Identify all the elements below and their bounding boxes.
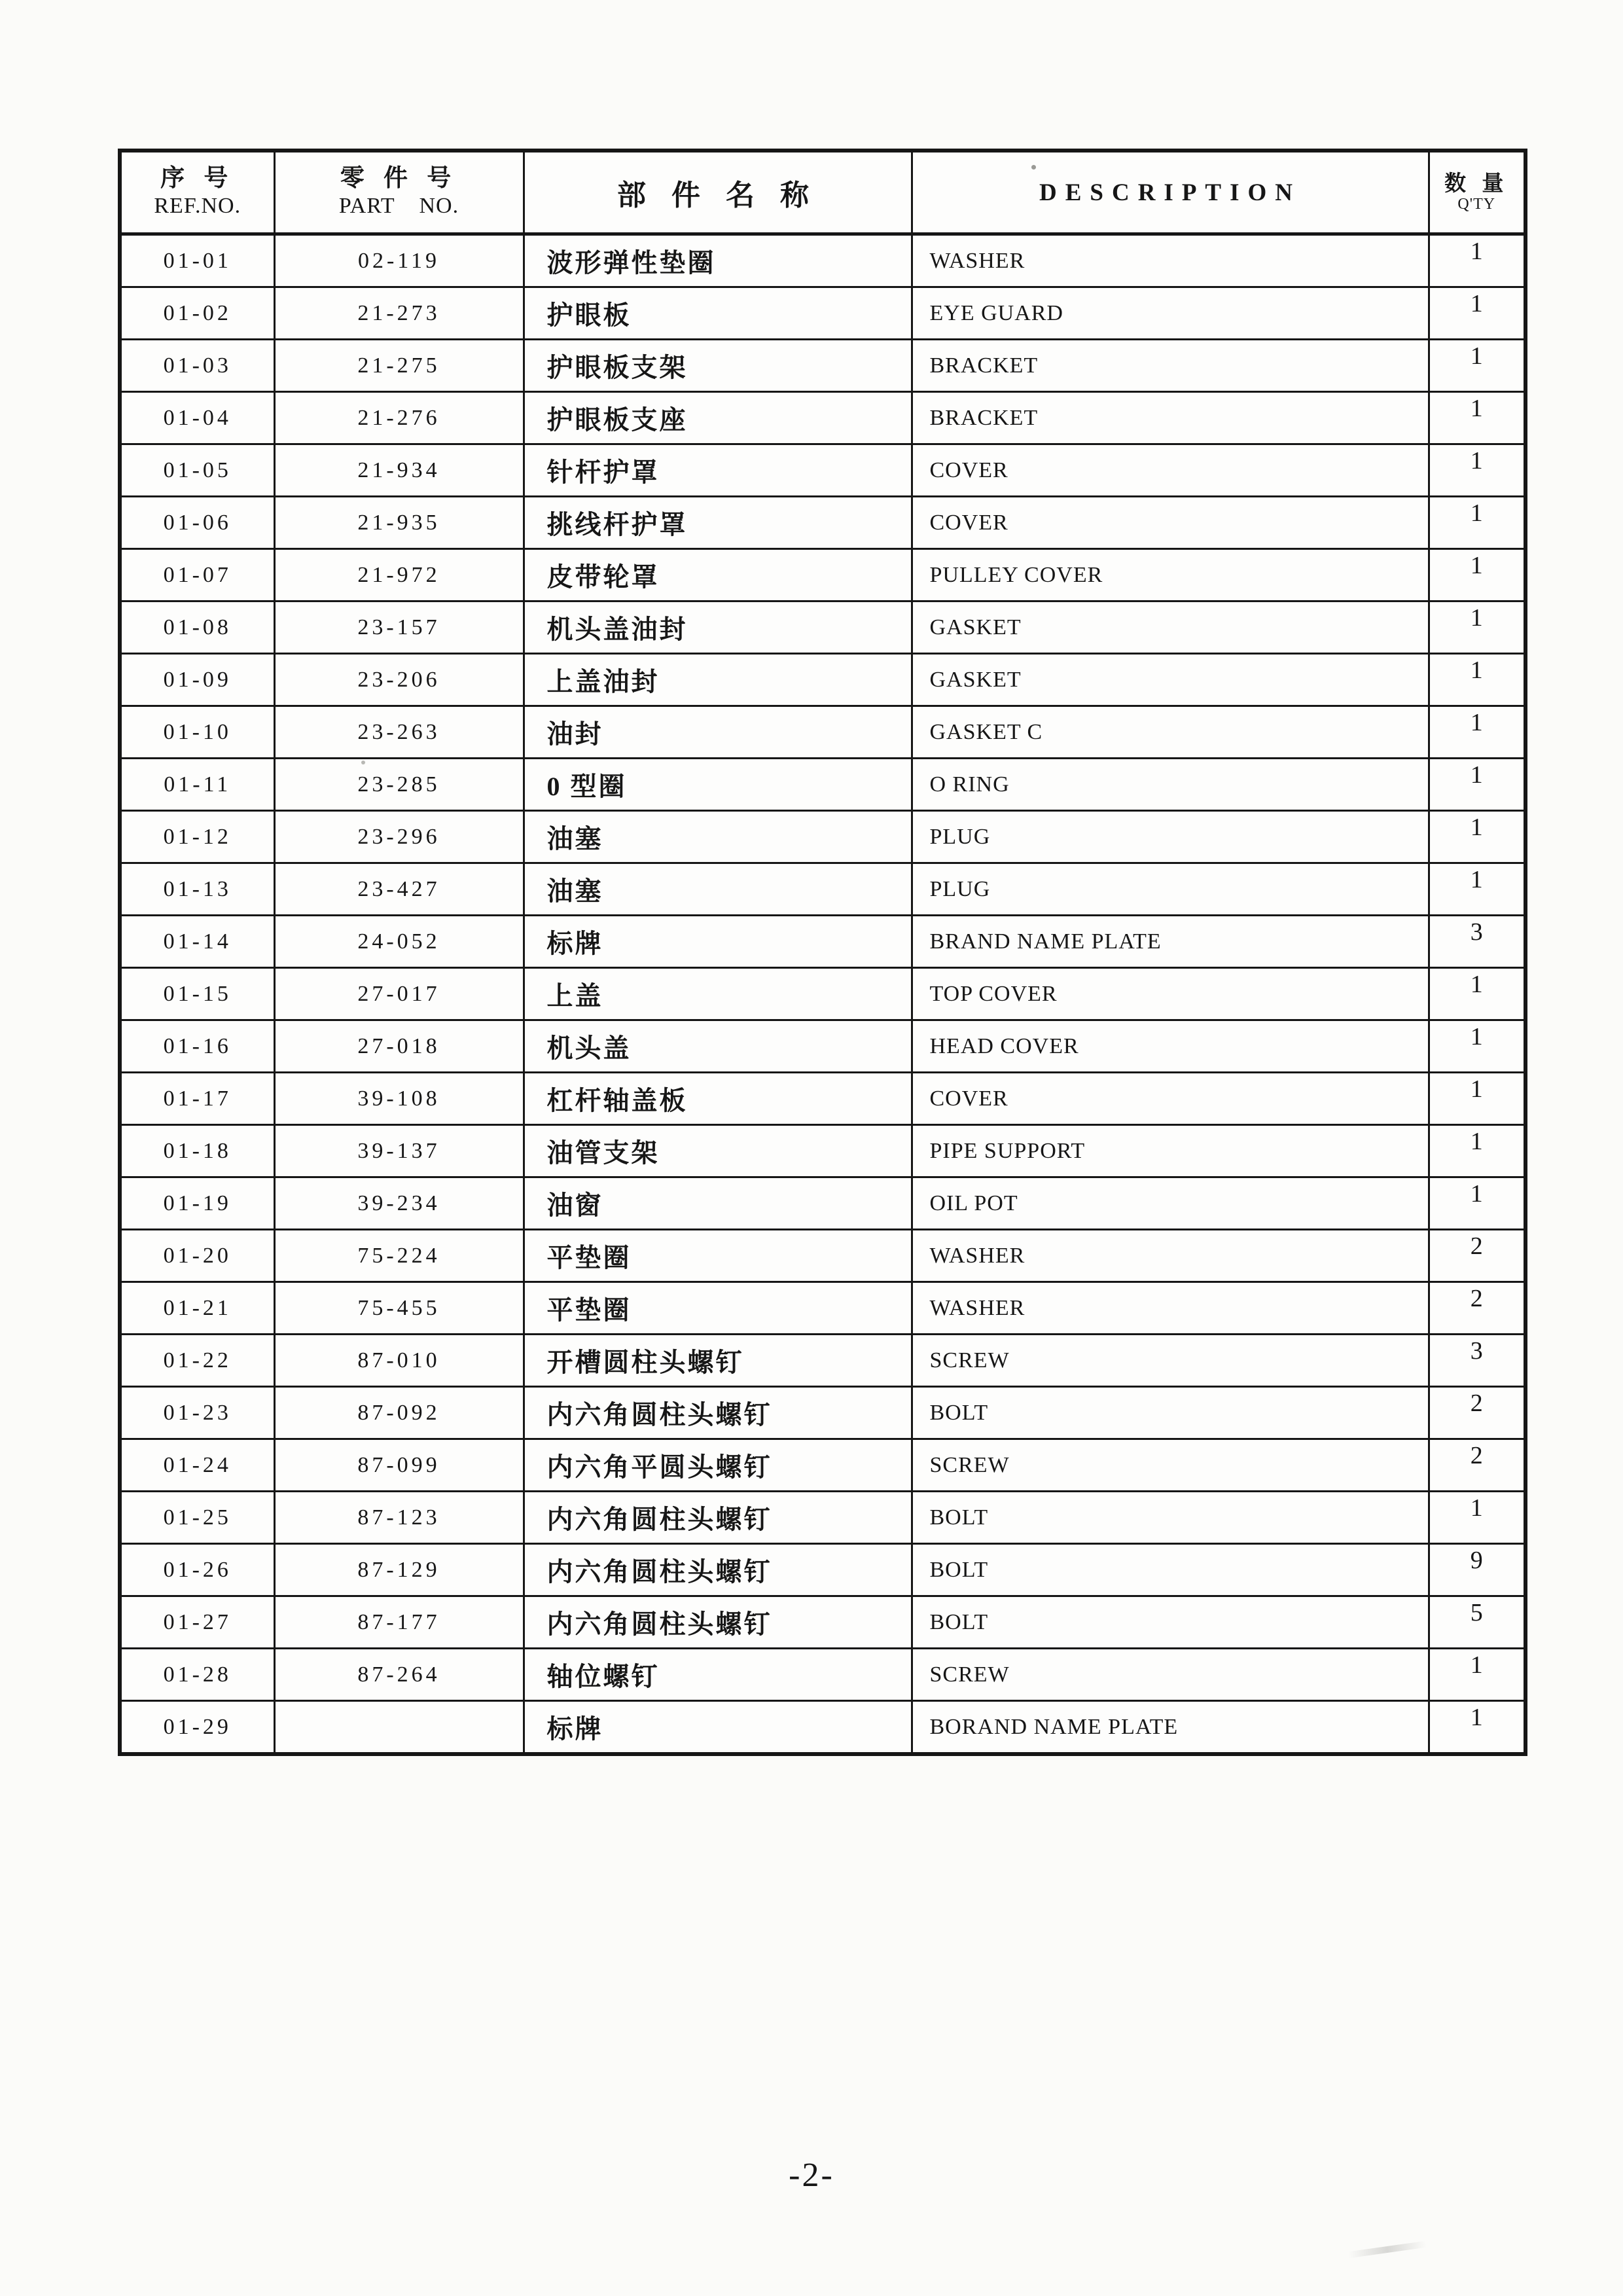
part-name-cell: 0 型圈	[524, 759, 912, 811]
page-number: -2-	[789, 2157, 834, 2194]
table-row	[120, 1282, 1525, 1335]
description-cell: O RING	[912, 759, 1429, 811]
part-no-cell: 39-234	[274, 1177, 524, 1230]
header-part-no-cn: 零 件 号	[340, 165, 458, 192]
qty-cell: 1	[1429, 497, 1525, 549]
ref-no-cell: 01-11	[120, 759, 274, 811]
ref-no-cell: 01-23	[120, 1387, 274, 1439]
ref-no-cell: 01-26	[120, 1544, 274, 1596]
table-row	[120, 601, 1525, 654]
header-qty-cn: 数 量	[1444, 171, 1509, 196]
ref-no-cell: 01-13	[120, 863, 274, 916]
part-name-cell: 油塞	[524, 863, 912, 916]
header-ref-no-en: REF.NO.	[154, 193, 241, 218]
scan-speck	[361, 761, 365, 764]
table-row	[120, 1649, 1525, 1701]
qty-cell: 2	[1429, 1282, 1525, 1335]
part-name-cell: 上盖	[524, 968, 912, 1020]
part-name-cell: 平垫圈	[524, 1282, 912, 1335]
qty-cell: 1	[1429, 654, 1525, 706]
table-row	[120, 1073, 1525, 1125]
description-cell: GASKET	[912, 654, 1429, 706]
part-no-cell: 23-206	[274, 654, 524, 706]
part-name-cell: 油管支架	[524, 1125, 912, 1177]
header-ref-no-cn: 序 号	[160, 165, 235, 192]
qty-cell: 2	[1429, 1387, 1525, 1439]
qty-cell: 1	[1429, 392, 1525, 444]
header-ref-no	[120, 151, 274, 234]
ref-no-cell: 01-18	[120, 1125, 274, 1177]
table-row	[120, 811, 1525, 863]
part-name-cell: 护眼板支座	[524, 392, 912, 444]
table-row	[120, 392, 1525, 444]
header-part-no-en: PART NO.	[338, 193, 459, 218]
part-no-cell: 21-273	[274, 287, 524, 340]
description-cell: BOLT	[912, 1544, 1429, 1596]
description-cell: GASKET	[912, 601, 1429, 654]
description-cell: EYE GUARD	[912, 287, 1429, 340]
header-part-name	[524, 151, 912, 234]
description-cell: WASHER	[912, 234, 1429, 287]
part-no-cell: 21-275	[274, 340, 524, 392]
description-cell: BOLT	[912, 1387, 1429, 1439]
ref-no-cell: 01-28	[120, 1649, 274, 1701]
part-name-cell: 轴位螺钉	[524, 1649, 912, 1701]
part-name-cell: 护眼板支架	[524, 340, 912, 392]
part-no-cell: 23-296	[274, 811, 524, 863]
part-no-cell	[274, 1701, 524, 1755]
part-name-cell: 皮带轮罩	[524, 549, 912, 601]
ref-no-cell: 01-19	[120, 1177, 274, 1230]
ref-no-cell: 01-10	[120, 706, 274, 759]
description-cell: BRACKET	[912, 392, 1429, 444]
table-row	[120, 444, 1525, 497]
description-cell: PLUG	[912, 863, 1429, 916]
description-cell: PIPE SUPPORT	[912, 1125, 1429, 1177]
part-no-cell: 75-455	[274, 1282, 524, 1335]
ref-no-cell: 01-08	[120, 601, 274, 654]
parts-table-body	[120, 234, 1525, 1755]
ref-no-cell: 01-20	[120, 1230, 274, 1282]
part-name-cell: 挑线杆护罩	[524, 497, 912, 549]
part-name-cell: 护眼板	[524, 287, 912, 340]
qty-cell: 9	[1429, 1544, 1525, 1596]
part-no-cell: 75-224	[274, 1230, 524, 1282]
part-name-cell: 内六角圆柱头螺钉	[524, 1492, 912, 1544]
description-cell: SCREW	[912, 1335, 1429, 1387]
qty-cell: 1	[1429, 1073, 1525, 1125]
table-row	[120, 1335, 1525, 1387]
description-cell: HEAD COVER	[912, 1020, 1429, 1073]
description-cell: SCREW	[912, 1439, 1429, 1492]
scan-smudge	[1348, 2241, 1427, 2259]
part-no-cell: 39-108	[274, 1073, 524, 1125]
header-qty	[1429, 151, 1525, 234]
description-cell: OIL POT	[912, 1177, 1429, 1230]
table-row	[120, 234, 1525, 287]
qty-cell: 1	[1429, 811, 1525, 863]
qty-cell: 3	[1429, 916, 1525, 968]
part-name-cell: 油窗	[524, 1177, 912, 1230]
part-no-cell: 21-972	[274, 549, 524, 601]
part-name-cell: 标牌	[524, 916, 912, 968]
part-name-cell: 针杆护罩	[524, 444, 912, 497]
part-name-cell: 内六角平圆头螺钉	[524, 1439, 912, 1492]
description-cell: COVER	[912, 1073, 1429, 1125]
part-no-cell: 87-264	[274, 1649, 524, 1701]
ref-no-cell: 01-25	[120, 1492, 274, 1544]
table-row	[120, 706, 1525, 759]
qty-cell: 1	[1429, 549, 1525, 601]
qty-cell: 1	[1429, 1177, 1525, 1230]
qty-cell: 1	[1429, 706, 1525, 759]
description-cell: BRAND NAME PLATE	[912, 916, 1429, 968]
table-row	[120, 1596, 1525, 1649]
part-no-cell: 02-119	[274, 234, 524, 287]
header-description-en: DESCRIPTION	[1039, 179, 1301, 206]
description-cell: PULLEY COVER	[912, 549, 1429, 601]
qty-cell: 1	[1429, 234, 1525, 287]
description-cell: PLUG	[912, 811, 1429, 863]
ref-no-cell: 01-02	[120, 287, 274, 340]
table-row	[120, 863, 1525, 916]
description-cell: GASKET C	[912, 706, 1429, 759]
table-row	[120, 1701, 1525, 1755]
description-cell: BORAND NAME PLATE	[912, 1701, 1429, 1755]
ref-no-cell: 01-16	[120, 1020, 274, 1073]
description-cell: SCREW	[912, 1649, 1429, 1701]
description-cell: COVER	[912, 497, 1429, 549]
ref-no-cell: 01-01	[120, 234, 274, 287]
table-row	[120, 287, 1525, 340]
qty-cell: 1	[1429, 444, 1525, 497]
qty-cell: 1	[1429, 601, 1525, 654]
description-cell: BRACKET	[912, 340, 1429, 392]
header-part-no	[274, 151, 524, 234]
ref-no-cell: 01-22	[120, 1335, 274, 1387]
qty-cell: 1	[1429, 1492, 1525, 1544]
part-name-cell: 上盖油封	[524, 654, 912, 706]
header-description	[912, 151, 1429, 234]
part-no-cell: 87-010	[274, 1335, 524, 1387]
table-row	[120, 1020, 1525, 1073]
table-row	[120, 1387, 1525, 1439]
table-row	[120, 1439, 1525, 1492]
ref-no-cell: 01-07	[120, 549, 274, 601]
part-name-cell: 内六角圆柱头螺钉	[524, 1544, 912, 1596]
part-no-cell: 23-285	[274, 759, 524, 811]
part-no-cell: 87-123	[274, 1492, 524, 1544]
qty-cell: 1	[1429, 968, 1525, 1020]
part-no-cell: 23-263	[274, 706, 524, 759]
description-cell: TOP COVER	[912, 968, 1429, 1020]
header-part-name-cn: 部 件 名 称	[617, 179, 818, 211]
header-row	[120, 151, 1525, 234]
part-name-cell: 开槽圆柱头螺钉	[524, 1335, 912, 1387]
part-name-cell: 内六角圆柱头螺钉	[524, 1387, 912, 1439]
qty-cell: 2	[1429, 1439, 1525, 1492]
part-name-cell: 机头盖油封	[524, 601, 912, 654]
description-cell: WASHER	[912, 1282, 1429, 1335]
ref-no-cell: 01-09	[120, 654, 274, 706]
part-name-cell: 标牌	[524, 1701, 912, 1755]
part-name-cell: 波形弹性垫圈	[524, 234, 912, 287]
ref-no-cell: 01-14	[120, 916, 274, 968]
part-no-cell: 21-934	[274, 444, 524, 497]
part-name-cell: 内六角圆柱头螺钉	[524, 1596, 912, 1649]
table-row	[120, 1125, 1525, 1177]
parts-table	[118, 149, 1527, 1756]
ref-no-cell: 01-06	[120, 497, 274, 549]
part-name-cell: 机头盖	[524, 1020, 912, 1073]
part-name-cell: 平垫圈	[524, 1230, 912, 1282]
parts-table-header	[120, 151, 1525, 234]
description-cell: BOLT	[912, 1492, 1429, 1544]
table-row	[120, 968, 1525, 1020]
part-name-cell: 油封	[524, 706, 912, 759]
ref-no-cell: 01-27	[120, 1596, 274, 1649]
qty-cell: 1	[1429, 759, 1525, 811]
qty-cell: 3	[1429, 1335, 1525, 1387]
table-row	[120, 759, 1525, 811]
table-row	[120, 1230, 1525, 1282]
scan-speck	[1031, 165, 1036, 170]
part-no-cell: 87-177	[274, 1596, 524, 1649]
ref-no-cell: 01-29	[120, 1701, 274, 1755]
part-no-cell: 24-052	[274, 916, 524, 968]
ref-no-cell: 01-24	[120, 1439, 274, 1492]
qty-cell: 1	[1429, 1020, 1525, 1073]
ref-no-cell: 01-03	[120, 340, 274, 392]
part-no-cell: 23-427	[274, 863, 524, 916]
header-qty-en: Q'TY	[1457, 195, 1496, 213]
ref-no-cell: 01-17	[120, 1073, 274, 1125]
table-row	[120, 549, 1525, 601]
part-name-cell: 油塞	[524, 811, 912, 863]
part-no-cell: 87-129	[274, 1544, 524, 1596]
ref-no-cell: 01-15	[120, 968, 274, 1020]
table-row	[120, 916, 1525, 968]
part-name-cell: 杠杆轴盖板	[524, 1073, 912, 1125]
description-cell: COVER	[912, 444, 1429, 497]
part-no-cell: 21-276	[274, 392, 524, 444]
table-row	[120, 1492, 1525, 1544]
table-row	[120, 340, 1525, 392]
qty-cell: 5	[1429, 1596, 1525, 1649]
part-no-cell: 39-137	[274, 1125, 524, 1177]
part-no-cell: 87-099	[274, 1439, 524, 1492]
part-no-cell: 21-935	[274, 497, 524, 549]
ref-no-cell: 01-12	[120, 811, 274, 863]
part-no-cell: 27-017	[274, 968, 524, 1020]
table-row	[120, 654, 1525, 706]
table-row	[120, 497, 1525, 549]
ref-no-cell: 01-21	[120, 1282, 274, 1335]
qty-cell: 2	[1429, 1230, 1525, 1282]
part-no-cell: 23-157	[274, 601, 524, 654]
table-row	[120, 1544, 1525, 1596]
qty-cell: 1	[1429, 1649, 1525, 1701]
ref-no-cell: 01-05	[120, 444, 274, 497]
qty-cell: 1	[1429, 1125, 1525, 1177]
table-row	[120, 1177, 1525, 1230]
qty-cell: 1	[1429, 340, 1525, 392]
part-no-cell: 27-018	[274, 1020, 524, 1073]
qty-cell: 1	[1429, 1701, 1525, 1755]
qty-cell: 1	[1429, 863, 1525, 916]
description-cell: WASHER	[912, 1230, 1429, 1282]
description-cell: BOLT	[912, 1596, 1429, 1649]
qty-cell: 1	[1429, 287, 1525, 340]
part-no-cell: 87-092	[274, 1387, 524, 1439]
ref-no-cell: 01-04	[120, 392, 274, 444]
